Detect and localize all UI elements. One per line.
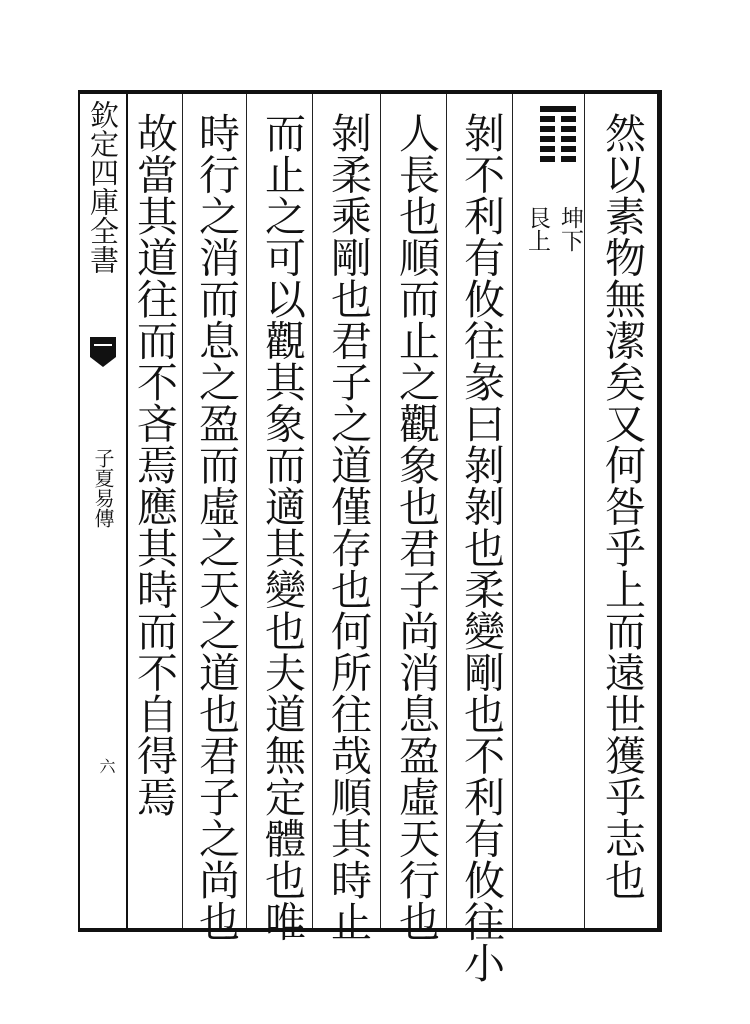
column-rule	[246, 94, 247, 928]
column-rule	[584, 94, 585, 928]
text-column-6: 時行之消而息之盈而虛之天之道也君子之尚也	[192, 112, 240, 942]
hexagram-yin-line	[540, 156, 576, 162]
text-column-5: 而止之可以觀其象而適其變也夫道無定體也唯	[258, 112, 306, 942]
text-column-2: 剝不利有攸往彖曰剝剝也柔變剛也不利有攸往小	[457, 112, 505, 984]
hexagram-yin-line	[540, 116, 576, 122]
hexagram-yin-line	[540, 146, 576, 152]
column-rule	[312, 94, 313, 928]
hexagram-yin-line	[540, 126, 576, 132]
column-rule	[380, 94, 381, 928]
text-column-4: 剝柔乘剛也君子之道僅存也何所往哉順其時止	[324, 112, 372, 942]
column-rule	[512, 94, 513, 928]
text-column-7: 故當其道往而不吝焉應其時而不自得焉	[130, 112, 178, 818]
fish-tail-icon	[88, 335, 118, 369]
section-title: 子夏易傳	[91, 448, 115, 528]
lower-trigram-label: 坤下	[557, 206, 583, 252]
text-column-3: 人長也順而止之觀象也君子尚消息盈虛天行也	[392, 112, 440, 942]
hexagram-yin-line	[540, 136, 576, 142]
book-title: 欽定四庫全書	[86, 100, 120, 274]
text-column-1: 然以素物無潔矣又何咎乎上而遠世獲乎志也	[598, 112, 646, 901]
upper-trigram-label: 艮上	[524, 206, 550, 252]
bo-hexagram-icon	[540, 106, 576, 166]
page-number: 六	[97, 758, 116, 774]
hexagram-yang-line	[540, 106, 576, 112]
column-rule	[182, 94, 183, 928]
column-rule	[446, 94, 447, 928]
